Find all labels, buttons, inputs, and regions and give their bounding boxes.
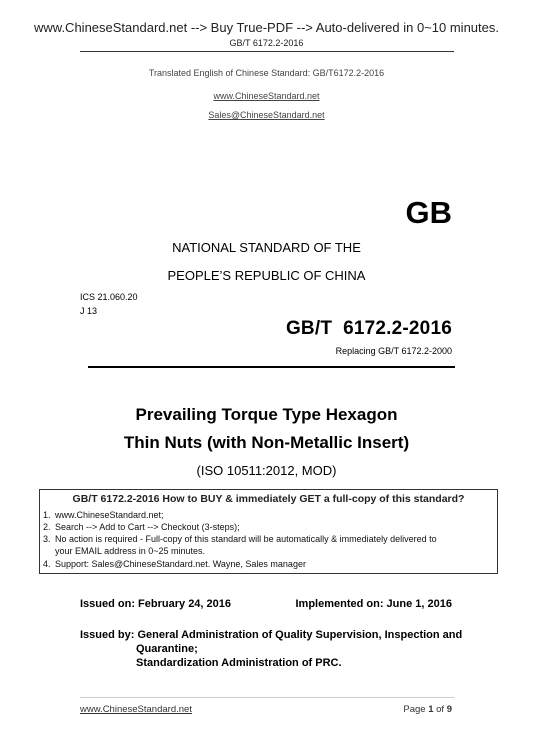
document-title-line-1: Prevailing Torque Type Hexagon (135, 405, 398, 424)
header-standard-code: GB/T 6172.2-2016 (229, 38, 304, 48)
implemented-on-date: Implemented on: June 1, 2016 (295, 598, 452, 610)
national-standard-line-2: PEOPLE’S REPUBLIC OF CHINA (167, 268, 366, 283)
purchase-heading: GB/T 6172.2-2016 How to BUY & immediately GET a full-copy of this standard? (72, 493, 465, 505)
gb-mark: GB (405, 195, 452, 230)
title-divider (88, 366, 455, 368)
translated-note: Translated English of Chinese Standard: GB/T6172.2-2016 (148, 68, 385, 78)
purchase-info-box (39, 489, 498, 574)
site-link[interactable]: www.ChineseStandard.net (213, 91, 320, 101)
national-standard-line-1: NATIONAL STANDARD OF THE (172, 240, 361, 255)
issued-by-line-1: Issued by: General Administration of Quality Supervision, Inspection and (80, 629, 463, 641)
site-link-row (0, 86, 533, 104)
document-title-line-2: Thin Nuts (with Non-Metallic Insert) (123, 433, 410, 452)
purchase-step (43, 534, 437, 544)
page-total: 9 (446, 704, 452, 715)
page-prefix: Page (403, 704, 429, 715)
classification-code: J 13 (80, 306, 98, 316)
purchase-step-continuation: your EMAIL address in 0~25 minutes. (55, 546, 205, 556)
page-of: of (433, 704, 447, 715)
step-text: Search --> Add to Cart --> Checkout (3-steps); (55, 522, 240, 532)
step-number: 2. (43, 522, 51, 532)
step-number: 4. (43, 559, 51, 569)
issued-by-line-2: Quarantine; (136, 643, 198, 655)
standard-number: GB/T 6172.2-2016 (285, 318, 452, 339)
purchase-step (43, 510, 164, 520)
step-text[interactable]: www.ChineseStandard.net; (55, 510, 164, 520)
footer-site-link[interactable]: www.ChineseStandard.net (80, 704, 192, 715)
header-divider (80, 51, 454, 52)
page-current: 1 (428, 704, 434, 715)
issued-by-line-3: Standardization Administration of PRC. (136, 657, 342, 669)
email-link[interactable]: Sales@ChineseStandard.net (208, 110, 325, 120)
issued-on-date: Issued on: February 24, 2016 (80, 598, 232, 610)
step-text: No action is required - Full-copy of this standard will be automatically & immediately delivered to (55, 534, 437, 544)
top-banner: www.ChineseStandard.net --> Buy True-PDF --> Auto-delivered in 0~10 minutes. (34, 20, 499, 35)
purchase-step (43, 522, 240, 532)
footer-divider (80, 697, 454, 698)
page-indicator (403, 704, 452, 715)
replacing-note: Replacing GB/T 6172.2-2000 (335, 346, 452, 356)
purchase-step (43, 559, 306, 569)
step-number: 1. (43, 510, 51, 520)
iso-reference: (ISO 10511:2012, MOD) (196, 463, 337, 478)
email-link-row (0, 105, 533, 123)
step-text: Support: Sales@ChineseStandard.net. Wayne, Sales manager (55, 559, 306, 569)
step-number: 3. (43, 534, 51, 544)
ics-code: ICS 21.060.20 (80, 292, 138, 302)
